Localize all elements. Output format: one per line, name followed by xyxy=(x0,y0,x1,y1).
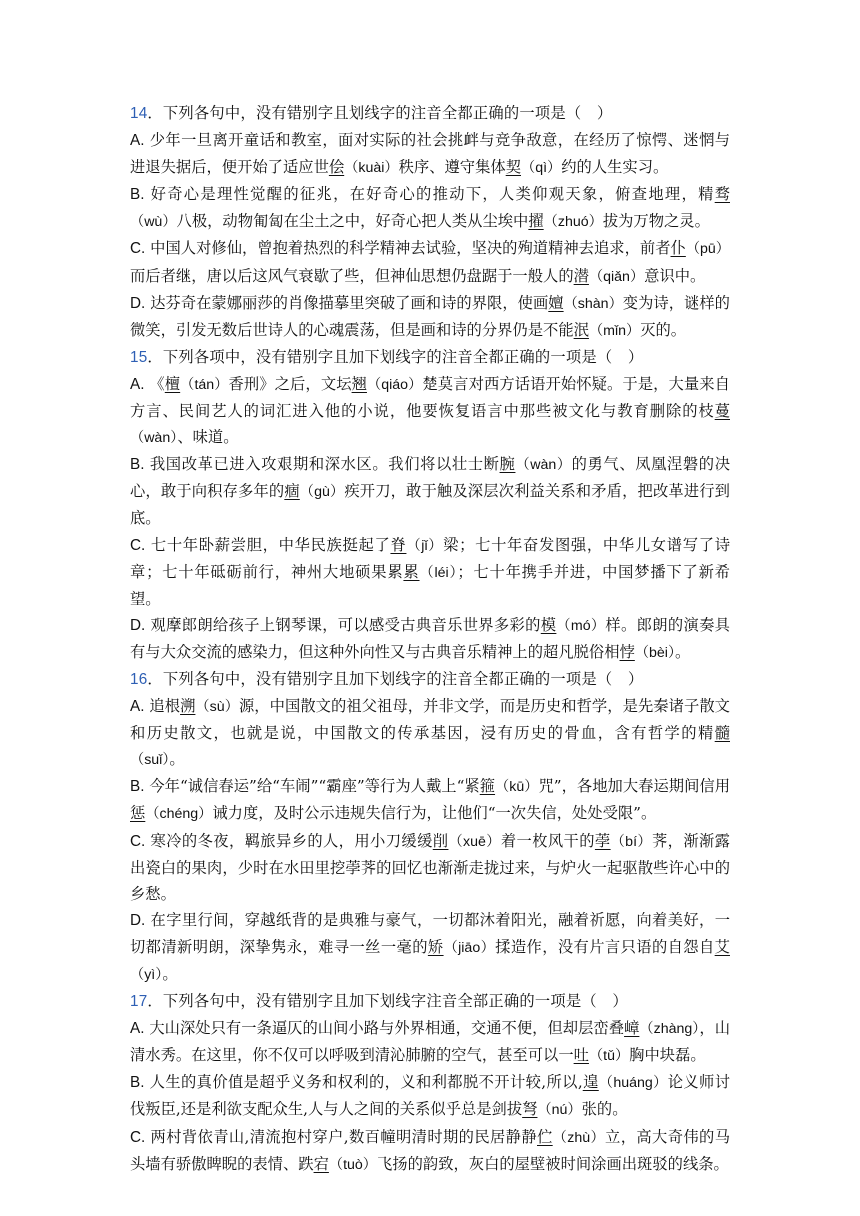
option-text: 拔为万物之灵。 xyxy=(602,212,710,231)
option-text: 飞扬的韵致，灰白的屋壁被时间涂画出斑驳的线条。 xyxy=(377,1154,729,1173)
pinyin: （tán） xyxy=(180,376,229,393)
question-stem-text: ．下列各句中，没有错别字且加下划线字注音全部正确的一项是（ ） xyxy=(147,992,628,1011)
option-label: B. xyxy=(130,778,145,796)
option-label: D. xyxy=(130,294,146,312)
pinyin: （tǔ） xyxy=(588,1048,630,1065)
question-stem-text: ．下列各句中，没有错别字且划线字的注音全都正确的一项是（ ） xyxy=(147,104,613,122)
option-label: C. xyxy=(130,832,146,850)
option-text: 中国人对修仙，曾抱着热烈的科学精神去试验，坚决的殉道精神去追求，前者 xyxy=(145,239,671,258)
option-text: 追根 xyxy=(144,697,181,716)
option-d xyxy=(130,612,730,666)
option-text: 。 xyxy=(675,642,691,661)
option-c xyxy=(130,1124,730,1178)
option-c xyxy=(130,532,730,612)
underlined-char: 伫 xyxy=(537,1127,553,1146)
option-label: C. xyxy=(130,536,146,554)
pinyin: （zhàng） xyxy=(639,1021,700,1038)
option-text: 意识中。 xyxy=(644,266,706,285)
pinyin: （mǐn） xyxy=(588,322,641,339)
underlined-char: 髓 xyxy=(714,724,730,743)
option-text: 样。郎朗的演奏具有与大众交流的感染力，但这种外向性又与古典音乐精神上的超凡脱俗相 xyxy=(130,615,730,661)
option-label: A. xyxy=(130,698,145,716)
underlined-char: 箍 xyxy=(479,777,496,796)
option-text: 今年“诚信春运”给“车闹”“霸座”等行为人戴上“紧 xyxy=(144,777,480,796)
pinyin: （zhù） xyxy=(552,1129,606,1146)
option-text: 。 xyxy=(169,750,185,769)
pinyin: （shàn） xyxy=(563,295,623,312)
option-text: 荠，渐渐露出瓷白的果肉，少时在水田里挖荸荠的回忆也渐渐走拢过来，与炉火一起驱散些许心中的乡愁。 xyxy=(130,831,730,903)
pinyin: （kū） xyxy=(495,779,539,796)
option-text: 达芬奇在蒙娜丽莎的肖像描摹里突破了画和诗的界限，使画 xyxy=(145,293,549,312)
question-stem xyxy=(130,988,730,1015)
option-text: 立，高大奇伟的马头墙有骄傲睥睨的表情、跌 xyxy=(130,1127,730,1173)
underlined-char: 宕 xyxy=(313,1154,329,1173)
pinyin: （yì） xyxy=(130,967,163,983)
pinyin: （qì） xyxy=(521,160,562,177)
pinyin: （sù） xyxy=(195,699,239,716)
question-15 xyxy=(130,344,730,666)
underlined-char: 泯 xyxy=(573,320,589,339)
pinyin: （gù） xyxy=(299,484,345,501)
option-c xyxy=(130,235,730,289)
option-text: 变为诗，谜样的微笑，引发无数后世诗人的心魂震荡，但是画和诗的分界仍是不能 xyxy=(130,293,730,339)
question-stem xyxy=(130,666,730,693)
option-text: 香刑》之后，文坛 xyxy=(228,374,352,393)
question-number: 16 xyxy=(130,670,148,688)
option-label: B. xyxy=(130,186,145,204)
underlined-char: 悖 xyxy=(619,642,635,661)
pinyin: （bí） xyxy=(610,833,652,850)
pinyin: （jiāo） xyxy=(443,939,496,956)
option-text: 而后者继，唐以后这风气衰歇了些，但神仙思想仍盘踞于一般人的 xyxy=(130,266,574,285)
question-stem-text: ．下列各项中，没有错别字且加下划线字的注音全都正确的一项是（ ） xyxy=(147,347,644,366)
question-number: 14 xyxy=(130,105,148,122)
pinyin: （chéng） xyxy=(145,806,213,823)
underlined-char: 潜 xyxy=(573,266,589,285)
option-text: 论义师讨伐叛臣,还是利欲支配众生,人与人之间的关系似乎总是剑拔 xyxy=(130,1073,730,1119)
option-a xyxy=(130,693,730,773)
pinyin: （nú） xyxy=(537,1102,582,1119)
underlined-char: 累 xyxy=(403,562,420,581)
option-label: A. xyxy=(130,1020,145,1038)
option-label: D. xyxy=(130,911,146,929)
pinyin: （wàn） xyxy=(515,457,572,474)
underlined-char: 遑 xyxy=(582,1073,599,1092)
pinyin: （wù） xyxy=(130,214,177,231)
option-text: 观摩郎朗给孩子上钢琴课，可以感受古典音乐世界多彩的 xyxy=(145,615,541,634)
question-14 xyxy=(130,100,730,344)
pinyin: （qiǎn） xyxy=(588,268,645,285)
option-text: 的勇气、凤凰涅磐的决心，敢于向积存多年的 xyxy=(130,455,730,501)
underlined-char: 擢 xyxy=(528,212,544,231)
question-number: 15 xyxy=(130,348,148,366)
underlined-char: 腕 xyxy=(499,455,516,474)
option-text: 大山深处只有一条逼仄的山间小路与外界相通，交通不便，但却层峦叠 xyxy=(144,1019,625,1038)
option-c xyxy=(130,828,730,907)
option-text: 疾开刀，敢于触及深层次利益关系和矛盾，把改革进行到底。 xyxy=(130,482,730,528)
pinyin: （jǐ） xyxy=(406,537,444,554)
option-text: 两村背依青山,清流抱村穿户,数百幢明清时期的民居静静 xyxy=(145,1127,537,1146)
pinyin: （bèi） xyxy=(634,644,676,661)
option-text: 胸中块磊。 xyxy=(629,1046,706,1065)
underlined-char: 翘 xyxy=(351,374,367,393)
option-text: 咒”，各地加大春运期间信用 xyxy=(538,777,730,796)
question-16 xyxy=(130,666,730,988)
option-a xyxy=(130,1015,730,1069)
pinyin: （kuài） xyxy=(344,160,399,177)
underlined-char: 模 xyxy=(540,615,557,634)
question-stem xyxy=(130,344,730,371)
pinyin: （zhuó） xyxy=(543,214,603,231)
option-text: 楚莫言对西方话语开始怀疑。于是，大量来自方言、民间艺人的词汇进入他的小说，他要恢复语言中那些被文化与教育删除的枝 xyxy=(130,374,730,421)
option-text: 、味道。 xyxy=(177,428,239,447)
option-b xyxy=(130,451,730,531)
pinyin: （qiáo） xyxy=(366,376,423,393)
underlined-char: 檀 xyxy=(164,374,181,393)
underlined-char: 蔓 xyxy=(714,402,730,421)
underlined-char: 嬗 xyxy=(548,293,564,312)
option-label: C. xyxy=(130,1128,146,1146)
option-text: 。 xyxy=(162,965,178,983)
option-d xyxy=(130,907,730,988)
option-label: C. xyxy=(130,240,146,258)
option-text: 人生的真价值是超乎义务和权利的，义和利都脱不开计较,所以, xyxy=(144,1073,583,1092)
underlined-char: 脊 xyxy=(390,535,407,554)
underlined-char: 吐 xyxy=(573,1046,589,1065)
underlined-char: 嶂 xyxy=(624,1019,640,1038)
underlined-char: 削 xyxy=(432,831,449,850)
option-text: 我国改革已进入攻艰期和深水区。我们将以壮士断 xyxy=(144,455,500,474)
option-text: 梁；七十年奋发图强，中华儿女谱写了诗章；七十年砥砺前行，神州大地硕果累 xyxy=(130,535,730,581)
option-b xyxy=(130,181,730,235)
option-text: 少年一旦离开童话和教室，面对实际的社会挑衅与竞争敌意，在经历了惊愕、迷惘与进退失据后，便开始了适应世 xyxy=(130,131,730,177)
underlined-char: 惩 xyxy=(130,804,146,823)
pinyin: （suǐ） xyxy=(130,752,170,769)
option-text: 着一枚风干的 xyxy=(500,831,595,850)
underlined-char: 溯 xyxy=(180,697,196,716)
option-text: 寒冷的冬夜，羁旅异乡的人，用小刀缓缓 xyxy=(145,831,433,850)
pinyin: （tuò） xyxy=(328,1156,377,1173)
option-text: 揉造作，没有片言只语的自怨自 xyxy=(495,937,715,956)
option-text: 张的。 xyxy=(581,1100,628,1119)
question-number: 17 xyxy=(130,993,148,1011)
option-text: 七十年卧薪尝胆，中华民族挺起了 xyxy=(145,535,391,554)
pinyin: （léi） xyxy=(419,564,458,581)
pinyin: （huáng） xyxy=(598,1075,668,1092)
underlined-char: 荸 xyxy=(594,831,611,850)
option-text: 在字里行间，穿越纸背的是典雅与豪气，一切都沐着阳光，融着祈愿，向着美好，一切都清新明朗，深挚隽永，难寻一丝一毫的 xyxy=(130,910,730,956)
option-text: 秩序、遵守集体 xyxy=(398,158,506,177)
option-text: 八极，动物匍匐在尘土之中，好奇心把人类从尘埃中 xyxy=(176,212,529,231)
pinyin: （pū） xyxy=(685,241,730,258)
question-stem xyxy=(130,100,730,127)
underlined-char: 矫 xyxy=(427,937,444,956)
option-text: ，山清水秀。在这里，你不仅可以呼吸到清沁肺腑的空气，甚至可以一 xyxy=(130,1019,730,1065)
option-label: B. xyxy=(130,1074,145,1092)
option-label: A. xyxy=(130,132,145,150)
option-label: B. xyxy=(130,456,145,474)
option-label: A. xyxy=(130,375,145,393)
question-17 xyxy=(130,988,730,1178)
option-text: 好奇心是理性觉醒的征兆，在好奇心的推动下，人类仰观天象，俯查地理，精 xyxy=(144,185,715,204)
pinyin: （wàn） xyxy=(130,430,178,447)
underlined-char: 弩 xyxy=(522,1100,538,1119)
underlined-char: 契 xyxy=(505,158,521,177)
option-text: 灭的。 xyxy=(640,320,687,339)
option-text: 诫力度，及时公示违规失信行为，让他们“一次失信，处处受限”。 xyxy=(212,804,657,823)
document-page xyxy=(130,100,730,1178)
underlined-char: 侩 xyxy=(328,158,345,177)
option-label: D. xyxy=(130,616,146,634)
option-text: ；七十年携手并进，中国梦播下了新希望。 xyxy=(130,562,730,608)
option-b xyxy=(130,773,730,827)
underlined-char: 骛 xyxy=(714,185,730,204)
option-text: 约的人生实习。 xyxy=(561,158,669,177)
option-text: 源，中国散文的祖父祖母，并非文学，而是历史和哲学，是先秦诸子散文和历史散文，也就是说，中国散文的传承基因，浸有历史的骨血，含有哲学的精 xyxy=(130,697,730,743)
pinyin: （xuē） xyxy=(448,833,501,850)
option-d xyxy=(130,290,730,344)
option-b xyxy=(130,1069,730,1123)
underlined-char: 痼 xyxy=(284,482,300,501)
question-stem-text: ．下列各句中，没有错别字且加下划线字的注音全都正确的一项是（ ） xyxy=(147,669,644,688)
option-a xyxy=(130,371,730,451)
underlined-char: 仆 xyxy=(670,239,686,258)
option-a xyxy=(130,127,730,181)
pinyin: （mó） xyxy=(556,617,606,634)
option-text: 《 xyxy=(144,374,165,393)
underlined-char: 艾 xyxy=(714,937,730,956)
